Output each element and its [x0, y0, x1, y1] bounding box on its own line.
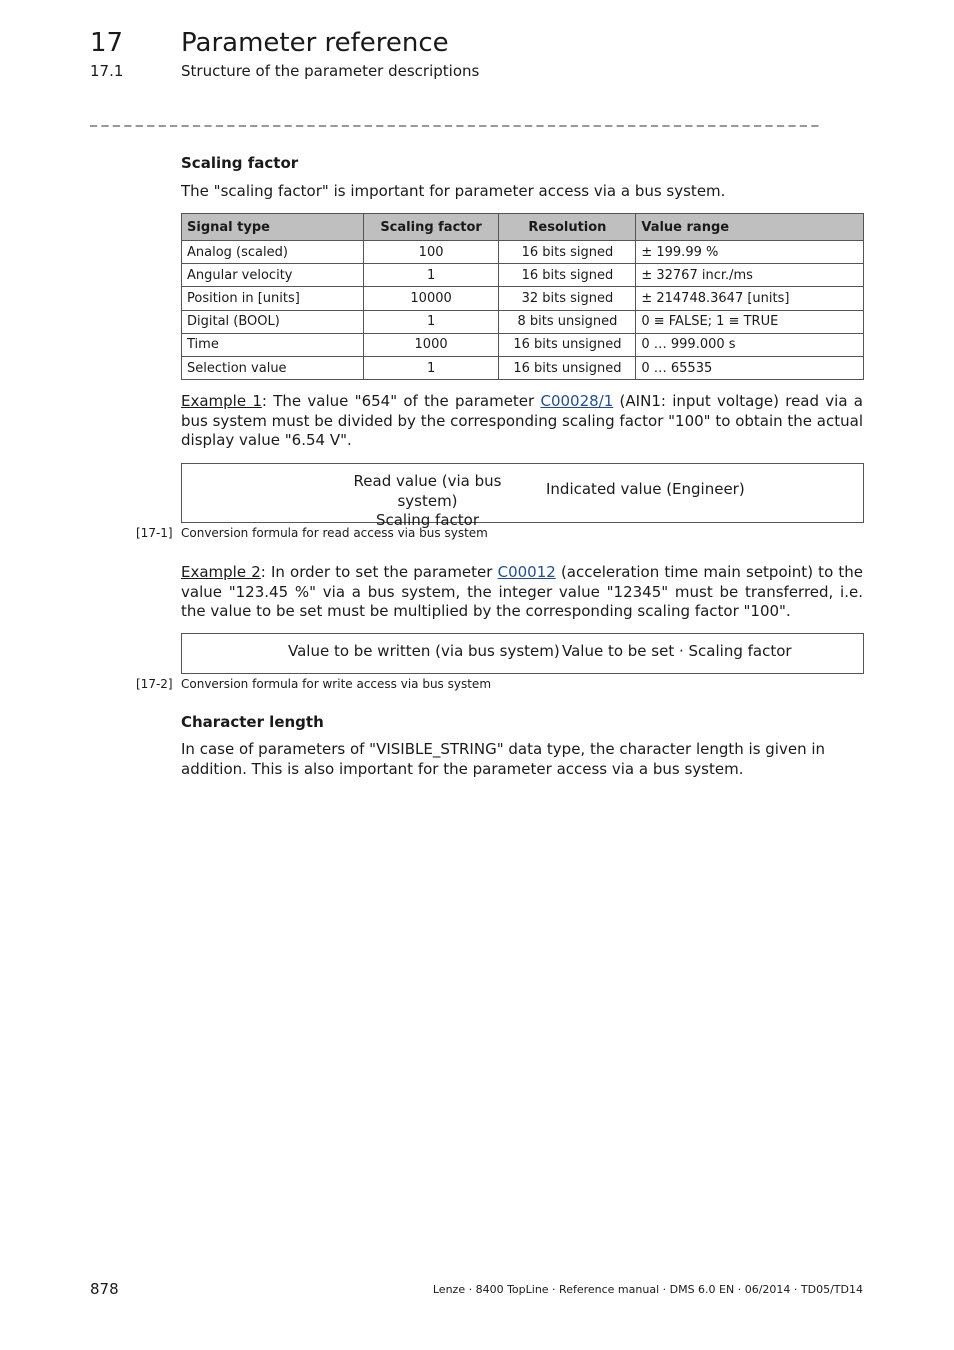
cell-resolution: 8 bits unsigned: [499, 310, 636, 333]
figure-caption-17-1: Conversion formula for read access via bus system: [181, 526, 488, 540]
cell-value-range: ± 199.99 %: [636, 241, 864, 264]
example-2-paragraph: [181, 563, 863, 622]
scaling-factor-heading: Scaling factor: [181, 154, 299, 172]
figure-caption-17-2: Conversion formula for write access via bus system: [181, 677, 492, 691]
cell-value-range: 0 … 65535: [636, 356, 864, 379]
page-number: 878: [90, 1280, 119, 1298]
cell-resolution: 16 bits unsigned: [499, 356, 636, 379]
section-title: Structure of the parameter descriptions: [181, 62, 480, 80]
formula-right-side: Value to be set · Scaling factor: [562, 642, 792, 660]
cell-scaling-factor: 100: [363, 241, 499, 264]
table-row: [182, 287, 864, 310]
cell-resolution: 16 bits signed: [499, 264, 636, 287]
example-2-label: Example 2: [181, 563, 261, 581]
header-divider: _ _ _ _ _ _ _ _ _ _ _ _ _ _ _ _ _ _ _ _ _ _ _ _ _ _ _ _ _ _ _ _ _ _ _ _ _ _ _ _ _ _ _ _ _ _ _ _ _ _ _ _ _ _ _ _ _ _ _ _ _ _ _ _: [90, 111, 819, 127]
table-row: [182, 356, 864, 379]
example-1-text-a: : The value "654" of the parameter: [261, 392, 541, 410]
formula-result: Indicated value (Engineer): [546, 480, 745, 498]
table-row: [182, 310, 864, 333]
cell-resolution: 16 bits signed: [499, 241, 636, 264]
formula-write-access-box: [181, 633, 864, 674]
cell-value-range: 0 … 999.000 s: [636, 333, 864, 356]
footer-doc-info: Lenze · 8400 TopLine · Reference manual · DMS 6.0 EN · 06/2014 · TD05/TD14: [432, 1283, 863, 1296]
formula-read-access-box: [181, 463, 864, 529]
cell-signal-type: Analog (scaled): [182, 241, 364, 264]
cell-value-range: ± 214748.3647 [units]: [636, 287, 864, 310]
example-2-text-b: (acceleration time main setpoint) to the value "123.45 %" via a bus system, the integer value "12345" must be transferred, i.e. the value to be set must be multiplied by the corresponding scaling factor "100".: [181, 563, 864, 620]
section-number: 17.1: [90, 62, 124, 80]
figure-number-17-2: [17-2]: [136, 677, 173, 691]
cell-scaling-factor: 1000: [363, 333, 499, 356]
formula-denominator: Scaling factor: [375, 511, 480, 529]
cell-signal-type: Time: [182, 333, 364, 356]
link-c00028-1[interactable]: C00028/1: [540, 392, 614, 410]
table-row: [182, 333, 864, 356]
scaling-factor-table: [181, 213, 864, 380]
figure-number-17-1: [17-1]: [136, 526, 173, 540]
col-header-scaling-factor: Scaling factor: [363, 214, 499, 241]
character-length-paragraph: In case of parameters of "VISIBLE_STRING" data type, the character length is given in addition. This is also important for the parameter access via a bus system.: [181, 740, 826, 778]
cell-signal-type: Position in [units]: [182, 287, 364, 310]
cell-scaling-factor: 10000: [363, 287, 499, 310]
example-1-text-b: (AIN1: input voltage) read via a bus system must be divided by the corresponding scaling factor "100" to obtain the actual display value "6.54 V".: [181, 392, 864, 449]
cell-resolution: 16 bits unsigned: [499, 333, 636, 356]
cell-value-range: 0 ≡ FALSE; 1 ≡ TRUE: [636, 310, 864, 333]
example-1-paragraph: [181, 392, 863, 451]
chapter-title: Parameter reference: [181, 28, 449, 58]
col-header-signal-type: Signal type: [182, 214, 364, 241]
formula-left-side: Value to be written (via bus system): [288, 642, 560, 660]
formula-numerator: Read value (via bus system): [353, 472, 502, 510]
cell-scaling-factor: 1: [363, 264, 499, 287]
formula-fraction: [330, 472, 525, 531]
cell-scaling-factor: 1: [363, 310, 499, 333]
cell-signal-type: Selection value: [182, 356, 364, 379]
table-row: [182, 241, 864, 264]
cell-signal-type: Angular velocity: [182, 264, 364, 287]
example-2-text-a: : In order to set the parameter: [260, 563, 498, 581]
chapter-number: 17: [90, 28, 124, 58]
col-header-value-range: Value range: [636, 214, 864, 241]
cell-value-range: ± 32767 incr./ms: [636, 264, 864, 287]
table-row: [182, 264, 864, 287]
character-length-heading: Character length: [181, 713, 324, 731]
table-header-row: [182, 214, 864, 241]
col-header-resolution: Resolution: [499, 214, 636, 241]
scaling-factor-intro: The "scaling factor" is important for parameter access via a bus system.: [181, 182, 726, 200]
example-1-label: Example 1: [181, 392, 262, 410]
link-c00012[interactable]: C00012: [497, 563, 556, 581]
cell-scaling-factor: 1: [363, 356, 499, 379]
cell-resolution: 32 bits signed: [499, 287, 636, 310]
cell-signal-type: Digital (BOOL): [182, 310, 364, 333]
